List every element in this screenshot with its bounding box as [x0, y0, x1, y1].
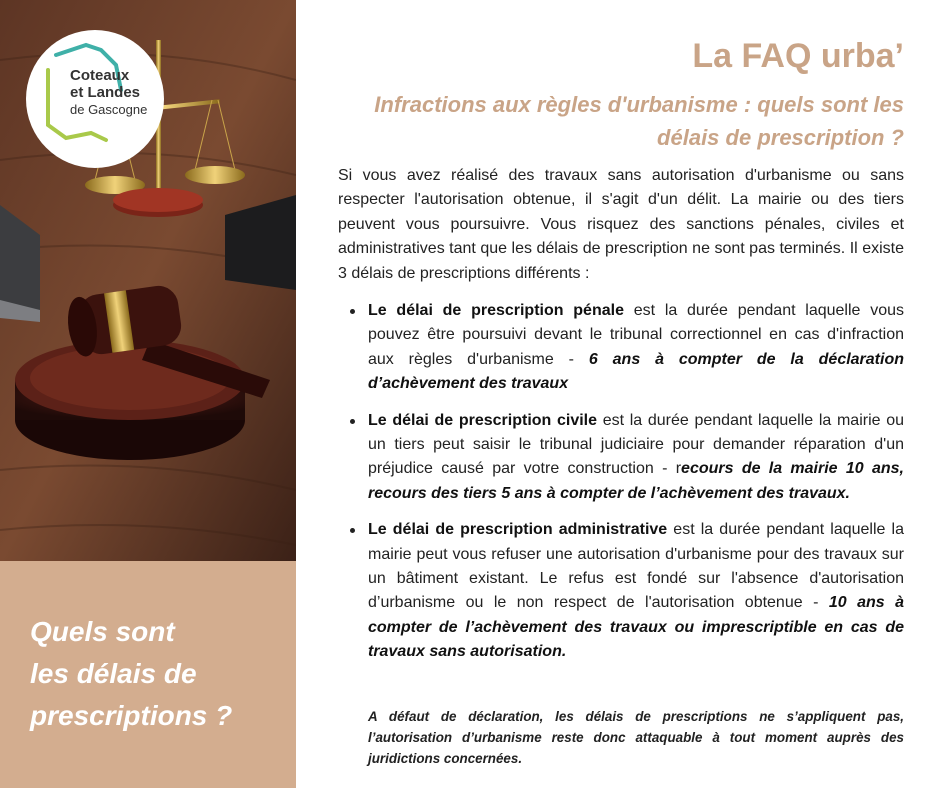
item-body: est la durée pendant laquelle la mairie ou un tiers peut saisir le tribunal judiciaire pour demander réparation d'un préjudice causé par votre construction - r	[368, 411, 905, 478]
item-emphasis: 10 ans à compter de l’achèvement des travaux ou imprescriptible en cas de travaux sans autorisation.	[368, 594, 904, 661]
bullet-icon	[350, 528, 355, 533]
item-emphasis: ecours de la mairie 10 ans, recours des tiers 5 ans à compter de l’achèvement des travaux.	[368, 460, 904, 502]
page-title: La FAQ urba’	[692, 37, 904, 75]
item-body: est la durée pendant laquelle vous pouvez être poursuivi devant le tribunal correctionnel en cas d'infraction aux règles d'urbanisme -	[368, 302, 904, 368]
sidebar-caption	[30, 611, 280, 737]
page-subtitle	[338, 88, 904, 154]
caption-line-3: prescriptions ?	[30, 700, 233, 731]
bullet-icon	[350, 309, 355, 314]
bullet-icon	[350, 419, 355, 424]
item-lead: Le délai de prescription pénale	[368, 302, 624, 319]
left-panel	[0, 0, 296, 788]
subtitle-line-2: délais de prescription ?	[657, 125, 904, 150]
caption-line-1: Quels sont	[30, 616, 175, 647]
list-item	[338, 518, 904, 664]
logo-badge	[26, 30, 164, 168]
list-item	[338, 409, 904, 507]
caption-box	[0, 561, 296, 788]
prescription-list	[338, 299, 904, 677]
caption-line-2: les délais de	[30, 658, 197, 689]
subtitle-line-1: Infractions aux règles d'urbanisme : quels sont les	[374, 92, 904, 117]
item-lead: Le délai de prescription civile	[368, 411, 598, 429]
footnote: A défaut de déclaration, les délais de prescriptions ne s’appliquent pas, l’autorisation d’urbanisme reste donc attaquable à tout moment auprès des juridictions concernées.	[368, 709, 904, 766]
logo-line-2: et Landes	[70, 84, 141, 101]
item-lead: Le délai de prescription administrative	[368, 521, 668, 539]
item-emphasis: 6 ans à compter de la déclaration d’achèvement des travaux	[368, 350, 905, 393]
logo-line-3: de Gascogne	[70, 102, 148, 117]
intro-paragraph: Si vous avez réalisé des travaux sans autorisation d'urbanisme ou sans respecter l'autorisation obtenue, il s'agit d'un délit. La mairie ou des tiers peuvent vous poursuivre. Vous risquez des sanctions pénales, civiles et administratives tant que les délais de prescription ne sont pas terminés. Il existe 3 délais de prescriptions différents :	[338, 167, 904, 282]
list-item	[338, 299, 904, 397]
item-body: est la durée pendant laquelle la mairie peut vous refuser une autorisation d'urbanisme pour des travaux sur un bâtiment existant. Le refus est fondé sur l'absence d'autorisation d’urbanisme ou le non respect de l'autorisation obtenue -	[368, 521, 904, 612]
logo-line-1: Coteaux	[70, 67, 130, 84]
